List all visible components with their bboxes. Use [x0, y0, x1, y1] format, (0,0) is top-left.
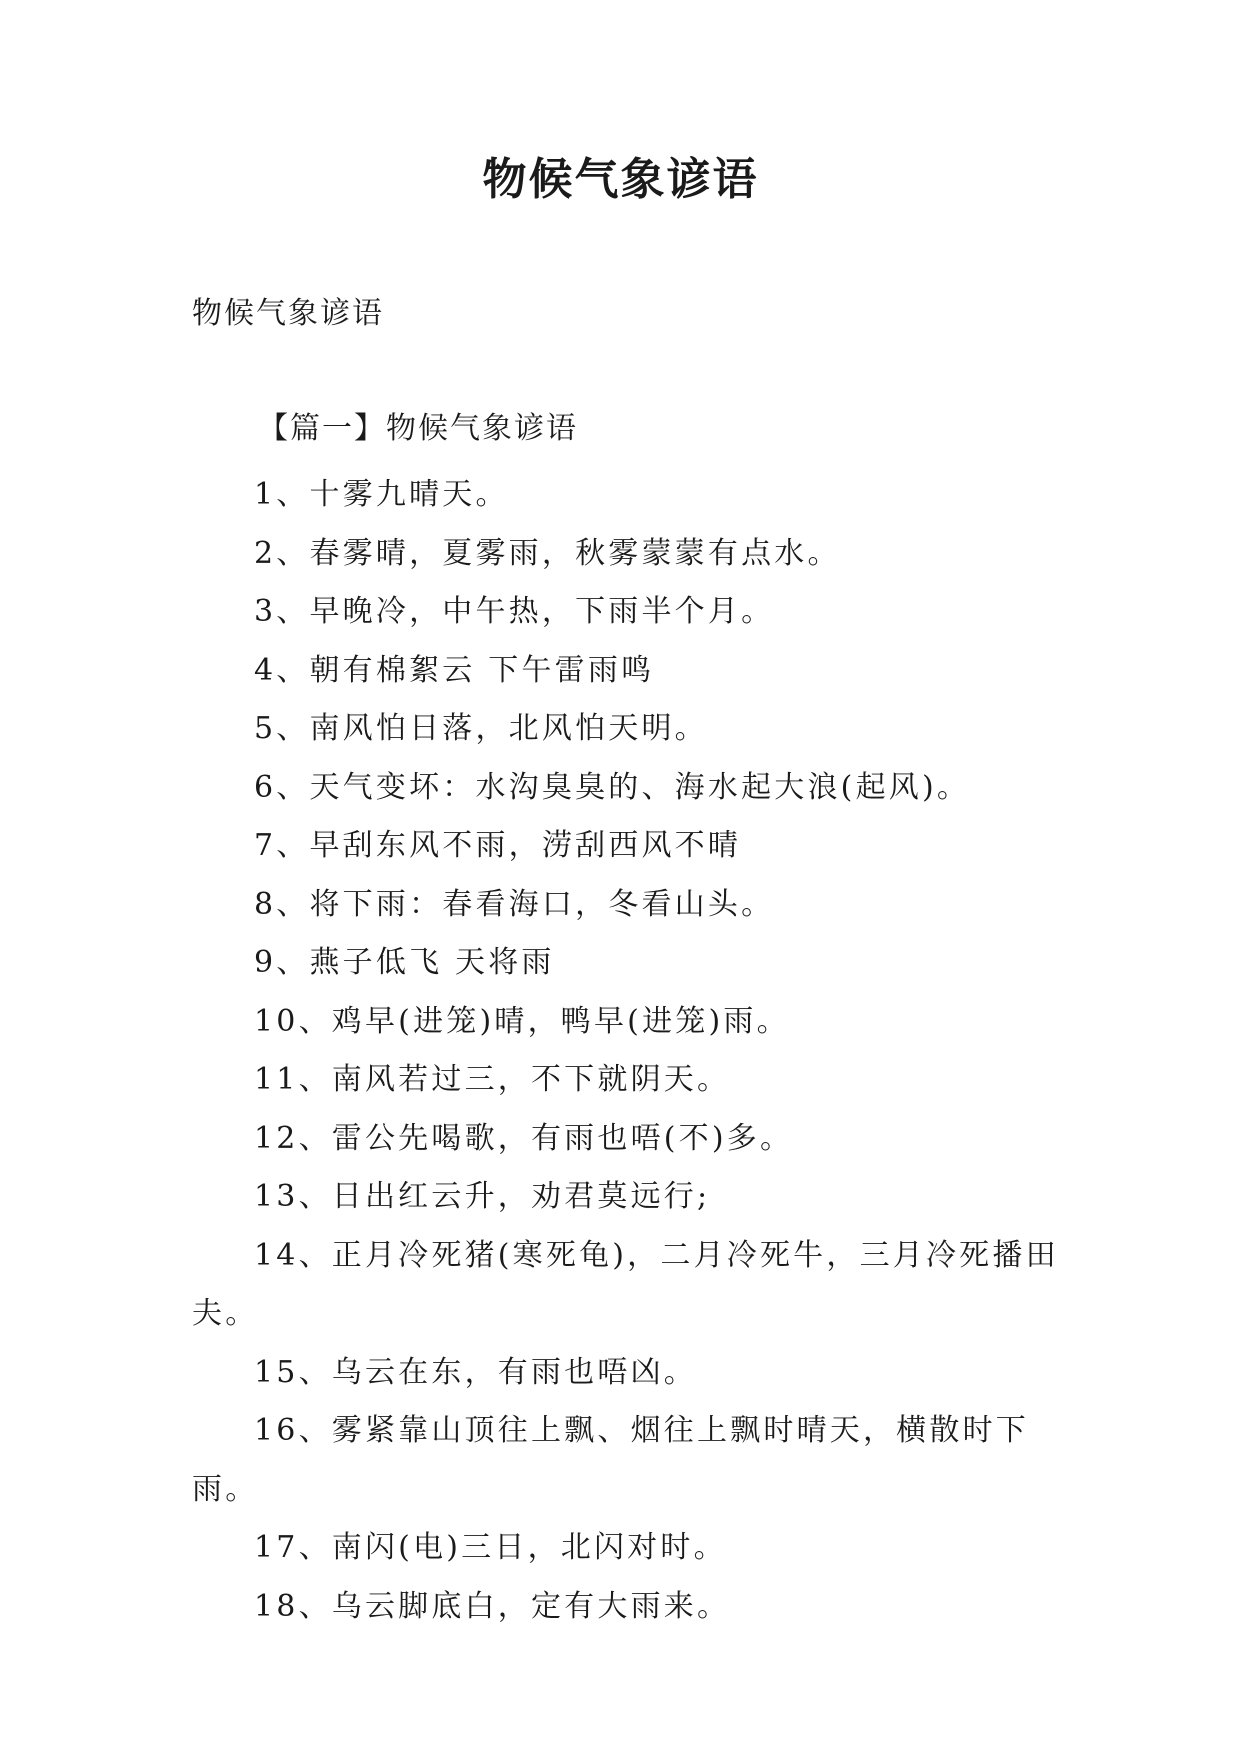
document-title: 物候气象谚语: [482, 154, 759, 205]
list-item: 16、雾紧靠山顶往上飘、烟往上飘时晴天，横散时下雨。: [192, 1413, 1029, 1507]
list-item: 9、燕子低飞 天将雨: [254, 945, 555, 980]
list-item: 6、天气变坏：水沟臭臭的、海水起大浪(起风)。: [254, 769, 971, 805]
list-item: 13、日出红云升，劝君莫远行;: [254, 1179, 711, 1214]
section-heading: 【篇一】物候气象谚语: [258, 411, 578, 446]
list-item: 17、南闪(电)三日，北闪对时。: [254, 1530, 727, 1565]
list-item: 14、正月冷死猪(寒死龟)，二月冷死牛，三月冷死播田夫。: [192, 1237, 1059, 1331]
list-item: 15、乌云在东，有雨也唔凶。: [254, 1354, 697, 1390]
list-item: 1、十雾九晴天。: [254, 477, 509, 512]
list-item: 2、春雾晴，夏雾雨，秋雾蒙蒙有点水。: [254, 535, 841, 571]
list-item: 5、南风怕日落，北风怕天明。: [254, 711, 708, 746]
proverb-list: [192, 466, 1072, 1636]
list-item: 7、早刮东风不雨，涝刮西风不晴: [254, 828, 742, 863]
list-item: 18、乌云脚底白，定有大雨来。: [254, 1588, 731, 1624]
list-item: 8、将下雨：春看海口，冬看山头。: [254, 886, 775, 922]
list-item: 4、朝有棉絮云 下午雷雨鸣: [254, 652, 655, 688]
list-item: 10、鸡早(进笼)晴，鸭早(进笼)雨。: [254, 1003, 790, 1039]
document-subtitle: 物候气象谚语: [192, 296, 384, 331]
list-item: 11、南风若过三，不下就阴天。: [254, 1062, 731, 1097]
list-item: 12、雷公先喝歌，有雨也唔(不)多。: [254, 1120, 794, 1156]
list-item: 3、早晚冷，中午热，下雨半个月。: [254, 594, 775, 629]
